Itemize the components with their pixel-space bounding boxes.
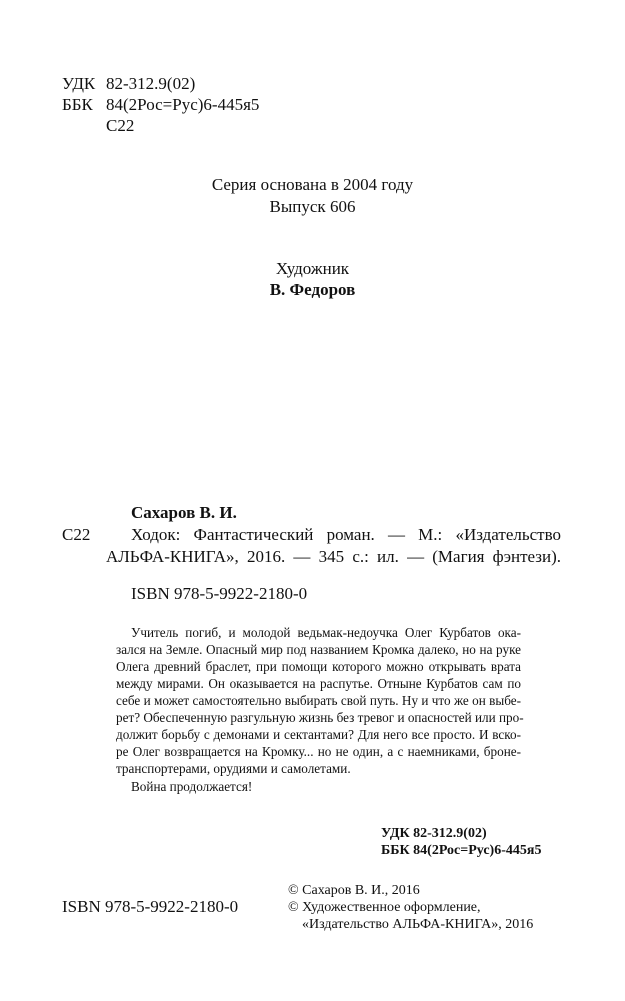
bbk-value: 84(2Рос=Рус)6-445я5 — [106, 95, 260, 114]
udk-value: 82-312.9(02) — [106, 74, 196, 93]
copyright-design: © Художественное оформление, — [288, 900, 481, 915]
bibliography-code: С22 — [62, 525, 91, 544]
annotation-closing: Война продолжается! — [131, 779, 253, 794]
copyright-author: © Сахаров В. И., 2016 — [288, 883, 420, 898]
bibliography-isbn: ISBN 978-5-9922-2180-0 — [131, 584, 308, 603]
bibliography-line-2: АЛЬФА-КНИГА», 2016. — 345 с.: ил. — (Магия фэнтези). — [106, 547, 561, 566]
classification-code: С22 — [106, 116, 135, 135]
footer-isbn: ISBN 978-5-9922-2180-0 — [62, 897, 239, 916]
annotation-line: транспортерами, орудиями и самолетами. — [116, 761, 351, 776]
series-founded: Серия основана в 2004 году — [211, 175, 414, 194]
annotation-line: рет? Обеспеченную разгульную жизнь без тревог и опасностей или про- — [116, 710, 524, 725]
bbk-label: ББК — [62, 95, 93, 114]
annotation-line: Олега древний браслет, при помощи которого можно открывать врата — [116, 659, 521, 674]
copyright-publisher: «Издательство АЛЬФА-КНИГА», 2016 — [302, 917, 534, 932]
footer-bbk: ББК 84(2Рос=Рус)6-445я5 — [381, 843, 542, 858]
annotation-line: между мирами. Он оказывается на распутье. Отныне Курбатов сам по — [116, 676, 521, 691]
series-issue: Выпуск 606 — [269, 197, 356, 216]
annotation-line: зался на Земле. Опасный мир под названием Кромка далеко, но на руке — [116, 642, 521, 657]
author-name: Сахаров В. И. — [131, 503, 237, 522]
artist-role: Художник — [275, 259, 350, 278]
annotation-line: Учитель погиб, и молодой ведьмак-недоучка Олег Курбатов ока- — [131, 625, 521, 640]
bibliography-line-1: Ходок: Фантастический роман. — М.: «Издательство — [131, 525, 561, 544]
annotation-line: себе и может самостоятельно выбирать свой путь. Ну и что же он выбе- — [116, 693, 521, 708]
udk-label: УДК — [62, 74, 96, 93]
artist-name: В. Федоров — [269, 280, 356, 299]
footer-udk: УДК 82-312.9(02) — [381, 826, 487, 841]
annotation-line: ре Олег возвращается на Кромку... но не один, а с наемниками, броне- — [116, 744, 521, 759]
annotation-line: должит борьбу с демонами и сектантами? Для него все просто. И вско- — [116, 727, 521, 742]
